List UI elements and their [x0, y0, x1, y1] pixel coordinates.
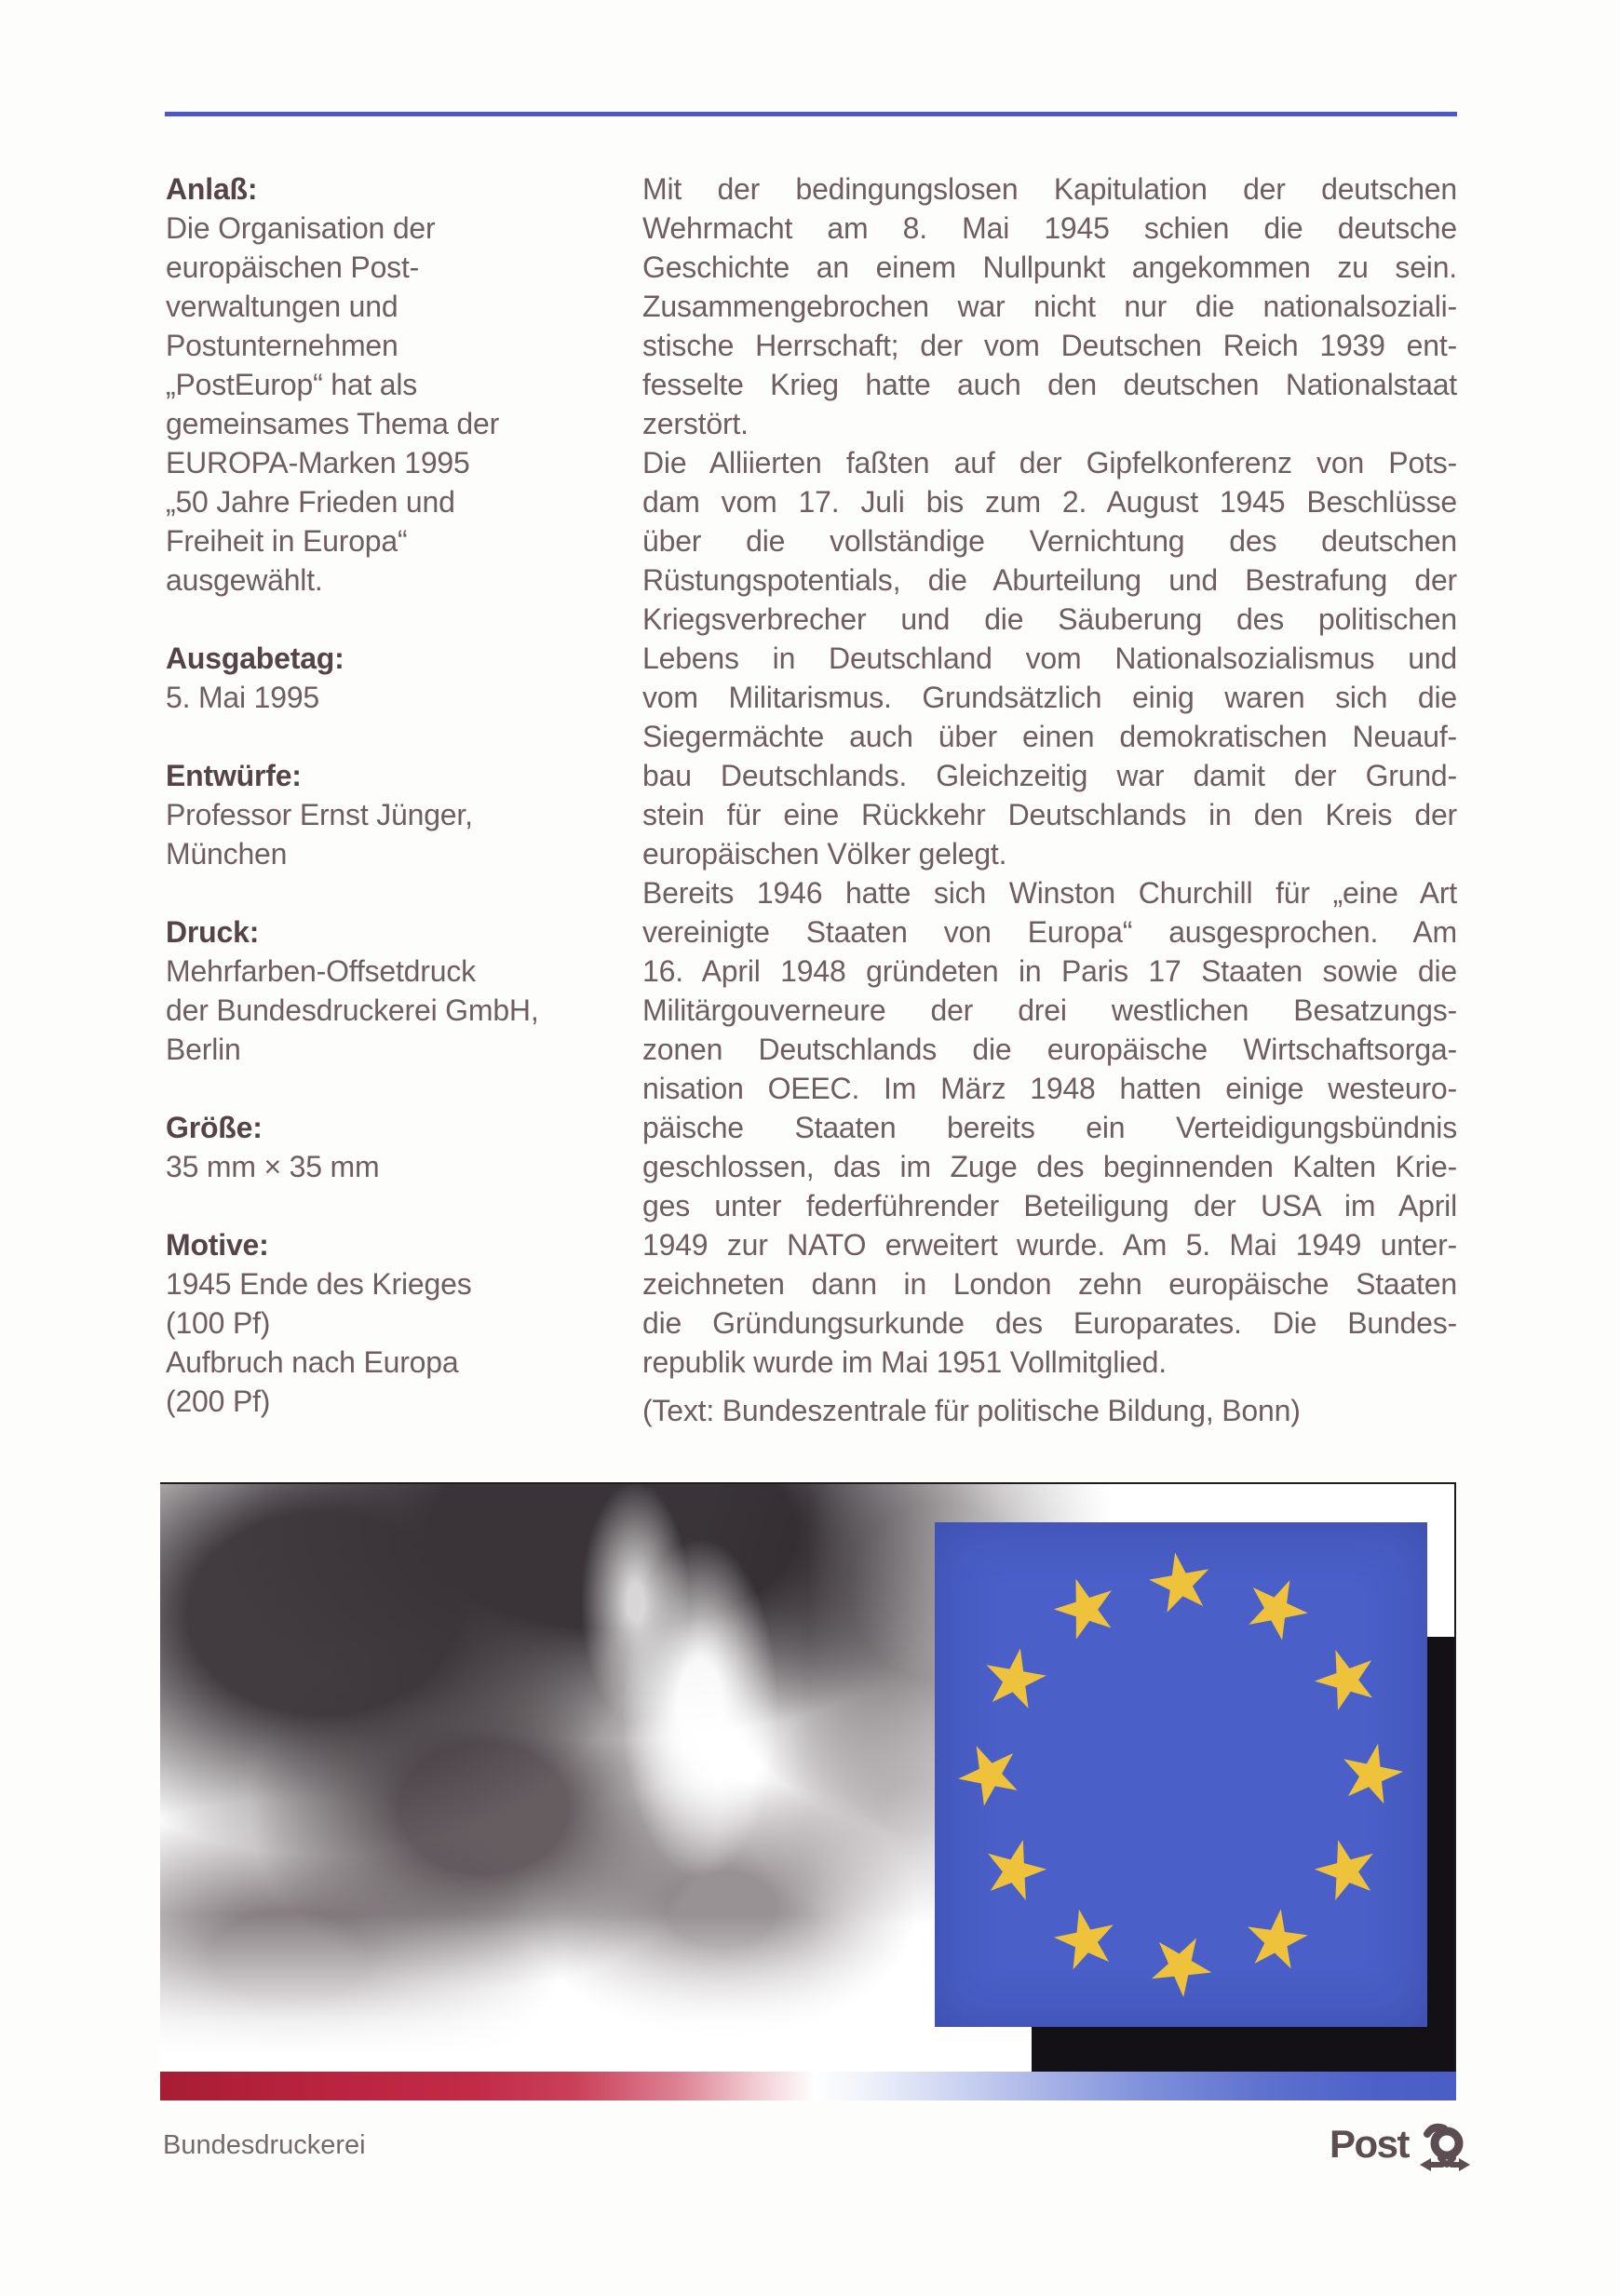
post-logo	[1330, 2122, 1472, 2173]
info-line: ausgewählt.	[166, 563, 323, 597]
flag-star	[1047, 1902, 1123, 1978]
info-line: Aufbruch nach Europa	[166, 1345, 459, 1379]
body-text-line: Geschichte an einem Nullpunkt angekommen zu sein.	[642, 250, 1457, 284]
stamp-info-column	[166, 169, 566, 1421]
flag-star	[1305, 1639, 1386, 1720]
info-section	[166, 1108, 566, 1186]
body-text-line: Rüstungspotentials, die Aburteilung und Bestrafung der	[642, 563, 1457, 597]
info-line: EUROPA-Marken 1995	[166, 446, 470, 479]
info-line: Postunternehmen	[166, 329, 398, 362]
info-heading: Ausgabetag:	[166, 642, 344, 675]
body-text-line: über die vollständige Vernichtung des deutschen	[642, 524, 1457, 558]
info-line: (200 Pf)	[166, 1384, 271, 1418]
info-heading: Motive:	[166, 1228, 269, 1262]
info-line: Freiheit in Europa“	[166, 524, 408, 558]
body-text-line: bau Deutschlands. Gleichzeitig war damit der Grund-	[642, 759, 1457, 792]
history-text-column	[642, 169, 1457, 1430]
body-text-line: stische Herrschaft; der vom Deutschen Reich 1939 ent-	[642, 329, 1457, 362]
body-text-line: nisation OEEC. Im März 1948 hatten einige westeuro-	[642, 1072, 1457, 1105]
info-line: 35 mm × 35 mm	[166, 1150, 380, 1183]
info-section	[166, 912, 566, 1069]
body-text-line: die Gründungsurkunde des Europarates. Die Bundes-	[642, 1306, 1457, 1340]
flag-star	[1138, 1923, 1224, 2009]
info-line: gemeinsames Thema der	[166, 407, 500, 440]
flag-star	[977, 1831, 1054, 1909]
body-text-line: republik wurde im Mai 1951 Vollmitglied.	[642, 1345, 1167, 1379]
info-line: verwaltungen und	[166, 290, 398, 323]
body-text-line: zonen Deutschlands die europäische Wirtschaftsorga-	[642, 1033, 1457, 1066]
body-text-line: zeichneten dann in London zehn europäische Staaten	[642, 1267, 1457, 1301]
body-text-line: stein für eine Rückkehr Deutschlands in den Kreis der	[642, 798, 1457, 831]
flag-star	[1144, 1547, 1218, 1621]
body-text-line: päische Staaten bereits ein Verteidigungsbündnis	[642, 1111, 1457, 1144]
info-heading: Größe:	[166, 1111, 263, 1144]
top-rule	[165, 112, 1457, 116]
info-line: der Bundesdruckerei GmbH,	[166, 993, 539, 1027]
body-text-line: vom Militarismus. Grundsätzlich einig waren sich die	[642, 681, 1457, 714]
info-section	[166, 756, 566, 873]
info-line: „PostEurop“ hat als	[166, 368, 418, 401]
body-text-line: Siegermächte auch über einen demokratischen Neuauf-	[642, 720, 1457, 753]
body-text-line: Zusammengebrochen war nicht nur die nationalsoziali-	[642, 290, 1457, 323]
body-text-line: Die Alliierten faßten auf der Gipfelkonferenz von Pots-	[642, 446, 1457, 479]
gradient-bar	[160, 2072, 1456, 2100]
body-text-line: Mit der bedingungslosen Kapitulation der deutschen	[642, 172, 1457, 206]
posthorn-icon	[1416, 2123, 1472, 2173]
info-line: 1945 Ende des Krieges	[166, 1267, 472, 1301]
body-text-line: ges unter federführender Beteiligung der USA im April	[642, 1189, 1457, 1222]
body-text-line: Militärgouverneure der drei westlichen Besatzungs-	[642, 993, 1457, 1027]
flag-star	[1234, 1567, 1317, 1651]
flag-star	[979, 1642, 1052, 1716]
info-heading: Druck:	[166, 915, 260, 949]
eu-flag	[935, 1522, 1427, 2027]
body-text-line: europäischen Völker gelegt.	[642, 837, 1007, 871]
info-section	[166, 639, 566, 717]
body-text-line: geschlossen, das im Zuge des beginnenden Kalten Krie-	[642, 1150, 1457, 1183]
info-line: „50 Jahre Frieden und	[166, 485, 455, 519]
flag-star	[948, 1733, 1032, 1817]
flag-star	[1307, 1831, 1384, 1909]
body-text-line: 16. April 1948 gründeten in Paris 17 Staaten sowie die	[642, 954, 1457, 988]
info-line: München	[166, 837, 288, 871]
body-text-line: vereinigte Staaten von Europa“ ausgesprochen. Am	[642, 915, 1457, 949]
printer-credit: Bundesdruckerei	[163, 2130, 366, 2160]
body-text-line: Kriegsverbrecher und die Säuberung des politischen	[642, 602, 1457, 636]
body-text-line: Bereits 1946 hatte sich Winston Churchill für „eine Art	[642, 876, 1457, 910]
body-text-line: Wehrmacht am 8. Mai 1945 schien die deutsche	[642, 211, 1457, 245]
info-line: Berlin	[166, 1033, 241, 1066]
body-text-line: zerstört.	[642, 407, 749, 440]
info-line: (100 Pf)	[166, 1306, 271, 1340]
post-wordmark: Post	[1330, 2122, 1410, 2166]
body-text-line: 1949 zur NATO erweitert wurde. Am 5. Mai 1949 unter-	[642, 1228, 1457, 1262]
info-section	[166, 1225, 566, 1421]
flag-star	[1334, 1737, 1410, 1813]
info-line: Die Organisation der	[166, 211, 436, 245]
info-heading: Entwürfe:	[166, 759, 302, 792]
body-text-line: dam vom 17. Juli bis zum 2. August 1945 Beschlüsse	[642, 485, 1457, 519]
picture-block	[160, 1482, 1456, 2072]
info-section	[166, 169, 566, 600]
info-line: 5. Mai 1995	[166, 681, 320, 714]
flag-star	[1046, 1570, 1126, 1650]
text-credit: (Text: Bundeszentrale für politische Bildung, Bonn)	[642, 1394, 1301, 1427]
flag-star	[1240, 1904, 1312, 1976]
info-line: Professor Ernst Jünger,	[166, 798, 473, 831]
body-text-line: Lebens in Deutschland vom Nationalsozialismus und	[642, 642, 1457, 675]
info-line: Mehrfarben-Offsetdruck	[166, 954, 476, 988]
body-text-line: fesselte Krieg hatte auch den deutschen Nationalstaat	[642, 368, 1457, 401]
info-line: europäischen Post-	[166, 250, 420, 284]
info-heading: Anlaß:	[166, 172, 258, 206]
